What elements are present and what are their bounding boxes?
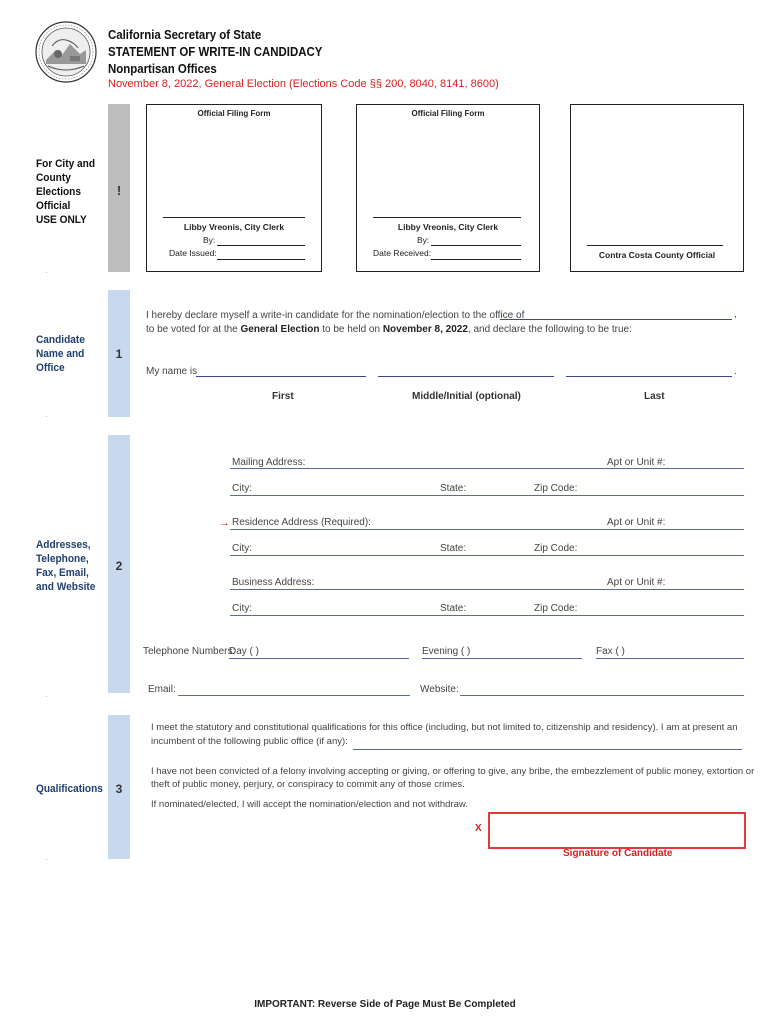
by-label: By:: [417, 235, 430, 245]
residence-city-label: City:: [232, 543, 252, 554]
evening-phone-field[interactable]: [422, 658, 582, 659]
business-city-state-zip-field[interactable]: [230, 615, 744, 616]
section3-number: 3: [115, 782, 123, 796]
evening-phone-label: Evening ( ): [422, 646, 471, 657]
middle-name-field[interactable]: [378, 376, 554, 377]
day-phone-field[interactable]: [229, 658, 409, 659]
mailing-address-field[interactable]: [230, 468, 744, 469]
business-city-label: City:: [232, 603, 252, 614]
county-signature-line: [587, 245, 723, 246]
mailing-zip-label: Zip Code:: [534, 483, 578, 494]
business-zip-label: Zip Code:: [534, 603, 578, 614]
signature-caption: Signature of Candidate: [563, 848, 673, 859]
divider-dot: ·: [45, 268, 48, 277]
important-notice: IMPORTANT: Reverse Side of Page Must Be Completed: [254, 999, 516, 1010]
mailing-state-label: State:: [440, 483, 467, 494]
county-official-box: [570, 104, 744, 272]
mailing-address-label: Mailing Address:: [232, 457, 306, 468]
business-address-field[interactable]: [230, 589, 744, 590]
felony-line1: I have not been convicted of a felony involving accepting or giving, or offering to give, any bribe, the embezzlement of public money, extortion or: [151, 766, 755, 777]
signature-line: [163, 217, 305, 218]
by-line: [217, 245, 305, 246]
mailing-apt-label: Apt or Unit #:: [607, 457, 666, 468]
signature-x-mark: X: [475, 823, 482, 834]
business-apt-label: Apt or Unit #:: [607, 577, 666, 588]
date-issued-label: Date Issued:: [169, 248, 217, 258]
website-label: Website:: [420, 684, 459, 695]
last-column-header: Last: [644, 391, 665, 402]
form-title: STATEMENT OF WRITE-IN CANDIDACY: [108, 44, 323, 59]
signature-line: [373, 217, 521, 218]
name-prompt: My name is: [146, 366, 198, 377]
filing-box-issued: Official Filing Form Libby Vreonis, City Clerk By: Date Issued:: [146, 104, 322, 272]
accept-statement: If nominated/elected, I will accept the nomination/election and not withdraw.: [151, 799, 468, 810]
website-field[interactable]: [460, 695, 744, 696]
by-label: By:: [203, 235, 216, 245]
filing-box-received: Official Filing Form Libby Vreonis, City Clerk By: Date Received:: [356, 104, 540, 272]
qualification-line2: incumbent of the following public office (if any):: [151, 736, 348, 747]
by-line: [431, 245, 521, 246]
incumbent-office-field[interactable]: [353, 749, 742, 750]
mailing-city-label: City:: [232, 483, 252, 494]
county-official-label: Contra Costa County Official: [598, 250, 716, 260]
mailing-city-state-zip-field[interactable]: [230, 495, 744, 496]
divider-dot: ·: [45, 412, 48, 421]
email-label: Email:: [148, 684, 176, 695]
official-use-label: For City and County Elections Official USE ONLY: [36, 158, 96, 226]
agency-name: California Secretary of State: [108, 27, 262, 42]
residence-apt-label: Apt or Unit #:: [607, 517, 666, 528]
declare-line1: I hereby declare myself a write-in candidate for the nomination/election to the office of: [146, 310, 525, 321]
clerk-name: Libby Vreonis, City Clerk: [183, 222, 285, 232]
office-field[interactable]: [500, 319, 732, 320]
email-field[interactable]: [178, 695, 410, 696]
section2-label: Addresses, Telephone, Fax, Email, and Website: [36, 539, 96, 593]
residence-state-label: State:: [440, 543, 467, 554]
section3-label: Qualifications: [36, 783, 103, 795]
qualification-line1: I meet the statutory and constitutional qualifications for this office (including, but not limited to, citizenship and residency). I am at present an: [151, 722, 738, 733]
period: .: [734, 366, 737, 377]
day-phone-label: Day ( ): [229, 646, 259, 657]
middle-column-header: Middle/Initial (optional): [412, 391, 521, 402]
last-name-field[interactable]: [566, 376, 732, 377]
residence-city-state-zip-field[interactable]: [230, 555, 744, 556]
official-use-marker: !: [116, 183, 122, 198]
felony-line2: theft of public money, perjury, or conspiracy to commit any of those crimes.: [151, 779, 465, 790]
section2-number: 2: [115, 559, 123, 573]
business-address-label: Business Address:: [232, 577, 315, 588]
declare-line2: to be voted for at the General Election to be held on November 8, 2022, and declare the following to be true:: [146, 324, 632, 335]
arrow-icon: →: [219, 517, 230, 529]
section1-label: Candidate Name and Office: [36, 334, 85, 374]
divider-dot: ·: [45, 855, 48, 864]
comma: ,: [734, 309, 737, 320]
residence-address-label: Residence Address (Required):: [232, 517, 371, 528]
clerk-name: Libby Vreonis, City Clerk: [397, 222, 499, 232]
divider-dot: ·: [45, 692, 48, 701]
residence-address-field[interactable]: [230, 529, 744, 530]
date-received-label: Date Received:: [373, 248, 432, 258]
date-issued-line: [217, 259, 305, 260]
election-line: November 8, 2022, General Election (Elections Code §§ 200, 8040, 8141, 8600): [108, 78, 499, 90]
residence-zip-label: Zip Code:: [534, 543, 578, 554]
business-state-label: State:: [440, 603, 467, 614]
form-header: [108, 26, 322, 77]
fax-label: Fax ( ): [596, 646, 625, 657]
telephone-label: Telephone Numbers:: [143, 646, 236, 657]
first-column-header: First: [272, 391, 294, 402]
fax-field[interactable]: [596, 658, 744, 659]
date-received-line: [431, 259, 521, 260]
first-name-field[interactable]: [196, 376, 366, 377]
state-seal-icon: [34, 20, 98, 84]
section1-number: 1: [115, 347, 123, 361]
signature-field[interactable]: [488, 812, 746, 849]
office-type: Nonpartisan Offices: [108, 61, 217, 76]
